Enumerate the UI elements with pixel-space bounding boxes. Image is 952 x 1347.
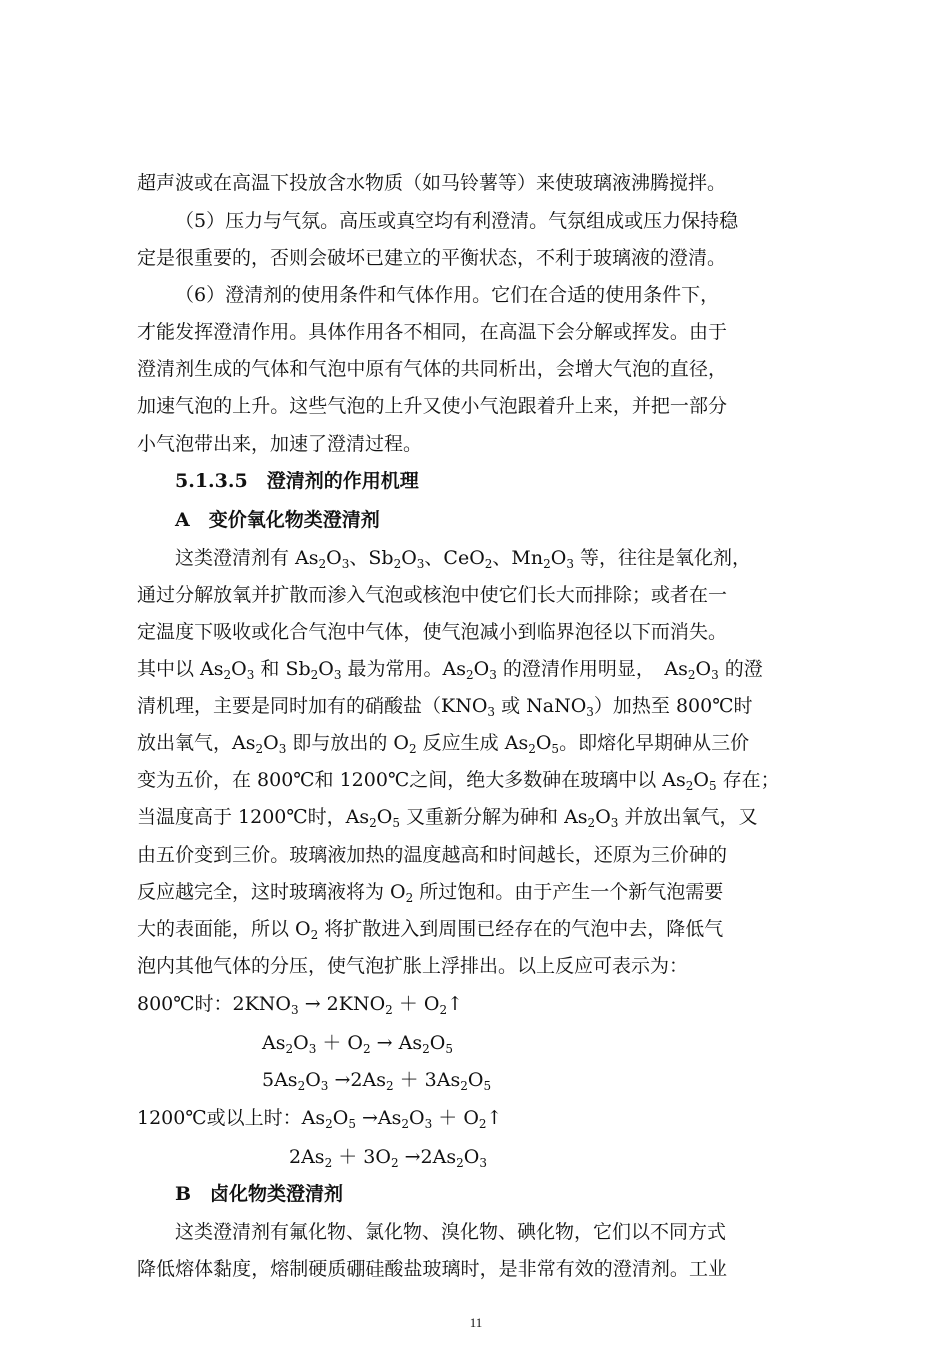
text-run: 泡内其他气体的分压，使气泡扩胀上浮排出。以上反应可表示为：	[137, 955, 689, 977]
subscript: 3	[610, 816, 619, 830]
subscript: 2	[687, 668, 696, 682]
text-run: 和 Sb	[254, 658, 311, 680]
text-run: ＋ 3As	[393, 1069, 461, 1091]
text-run: 其中以 As	[137, 658, 224, 680]
equation-line	[262, 1068, 662, 1092]
text-run: O	[332, 1107, 349, 1129]
section-heading	[175, 469, 575, 493]
subscript: 2	[460, 1079, 468, 1093]
text-run: O	[695, 658, 712, 680]
text-line	[137, 880, 727, 904]
subscript: 3	[711, 668, 719, 682]
page-number: 11	[469, 1315, 483, 1330]
text-run: 反应生成 As	[416, 732, 529, 754]
text-line	[137, 394, 727, 418]
text-run: 、Sb	[349, 547, 394, 569]
text-line	[175, 283, 727, 307]
equation-line	[137, 1106, 727, 1130]
text-run: 所过饱和。由于产生一个新气泡需要	[413, 881, 724, 903]
text-run: 、Mn	[492, 547, 544, 569]
text-run: ＋ O	[316, 1032, 363, 1054]
subscript: 2	[297, 1079, 306, 1093]
text-run: 1200℃或以上时：As	[137, 1107, 326, 1129]
subscript: 5	[708, 779, 717, 793]
text-line	[137, 1257, 727, 1281]
subscript: 3	[246, 668, 255, 682]
subscript: 3	[479, 1156, 487, 1170]
subscript: 3	[416, 557, 425, 571]
subscript: 2	[255, 742, 264, 756]
text-line	[175, 1220, 727, 1244]
text-run: O	[463, 1146, 480, 1168]
text-run: O	[318, 658, 334, 680]
subscript: 2	[685, 779, 694, 793]
text-line	[137, 731, 750, 756]
text-run: 或 NaNO	[495, 695, 587, 717]
text-line	[175, 209, 739, 233]
text-run: 降低熔体黏度，熔制硬质硼硅酸盐玻璃时，是非常有效的澄清剂。工业	[137, 1258, 727, 1280]
subscript: 5	[445, 1042, 453, 1056]
subscript: 3	[487, 705, 496, 719]
text-run: ）加热至 800℃时	[593, 695, 753, 717]
text-run: O	[467, 1069, 484, 1091]
text-run: B 卤化物类澄清剂	[175, 1183, 344, 1205]
text-run: 并放出氧气，又	[618, 806, 758, 828]
text-line	[137, 843, 727, 867]
subscript: 5	[392, 816, 400, 830]
text-run: 定温度下吸收或化合气泡中气体，使气泡减小到临界泡径以下而消失。	[137, 621, 727, 643]
text-run: 5As	[262, 1069, 298, 1091]
text-run: O	[595, 806, 611, 828]
text-run: 800℃时：2KNO	[137, 993, 292, 1015]
text-run: 这类澄清剂有氟化物、氯化物、溴化物、碘化物，它们以不同方式	[175, 1221, 727, 1243]
text-run: O	[293, 1032, 309, 1054]
text-run: ＋ O	[432, 1107, 479, 1129]
text-run: 超声波或在高温下投放含水物质（如马铃薯等）来使玻璃液沸腾搅拌。	[137, 172, 727, 194]
subscript: 2	[439, 1003, 448, 1017]
subscript: 2	[325, 1117, 333, 1131]
text-run: 通过分解放氧并扩散而渗入气泡或核泡中使它们长大而排除；或者在一	[137, 584, 727, 606]
text-run: O	[535, 732, 552, 754]
text-run: 才能发挥澄清作用。具体作用各不相同，在高温下会分解或挥发。由于	[137, 321, 727, 343]
subscript: 2	[405, 891, 414, 905]
text-run: 5.1.3.5 澄清剂的作用机理	[175, 470, 419, 492]
text-run: 又重新分解为砷和 As	[399, 806, 588, 828]
text-run: O	[693, 769, 709, 791]
text-run: →2As	[398, 1146, 457, 1168]
text-line	[137, 917, 727, 941]
text-run: 这类澄清剂有 As	[175, 547, 319, 569]
text-run: 由五价变到三价。玻璃液加热的温度越高和时间越长，还原为三价砷的	[137, 844, 727, 866]
subscript: 5	[348, 1117, 356, 1131]
text-run: 的澄	[718, 658, 763, 680]
subscript: 3	[291, 1003, 299, 1017]
text-run: 大的表面能，所以 O	[137, 918, 311, 940]
text-run: A 变价氧化物类澄清剂	[175, 509, 380, 531]
text-line	[137, 620, 727, 644]
subscript: 2	[363, 1042, 371, 1056]
text-run: 的澄清作用明显， As	[496, 658, 688, 680]
text-run: → 2KNO	[298, 993, 386, 1015]
text-run: 定是很重要的，否则会破坏已建立的平衡状态，不利于玻璃液的澄清。	[137, 247, 727, 269]
text-run: 当温度高于 1200℃时，As	[137, 806, 370, 828]
text-line	[137, 657, 763, 682]
subscript: 2	[409, 742, 417, 756]
text-run: 变为五价，在 800℃和 1200℃之间，绝大多数砷在玻璃中以 As	[137, 769, 686, 791]
subscript: 2	[223, 668, 232, 682]
text-run: O	[429, 1032, 446, 1054]
text-run: 加速气泡的上升。这些气泡的上升又使小气泡跟着升上来，并把一部分	[137, 395, 727, 417]
text-run: O	[326, 547, 342, 569]
subscript: 3	[489, 668, 497, 682]
text-run: O	[473, 658, 490, 680]
text-run: 2As	[289, 1146, 325, 1168]
subscript: 2	[310, 928, 319, 942]
text-run: O	[401, 547, 417, 569]
subscript: 3	[278, 742, 287, 756]
text-line	[137, 583, 727, 607]
subscript: 2	[401, 1117, 410, 1131]
subscript: 5	[483, 1079, 492, 1093]
text-line	[175, 546, 752, 571]
subscript: 2	[587, 816, 596, 830]
subscript: 2	[393, 557, 402, 571]
text-line	[137, 246, 727, 270]
subscript: 2	[390, 1156, 399, 1170]
text-line	[137, 432, 727, 456]
text-run: 等，往往是氧化剂，	[573, 547, 752, 569]
text-run: 将扩散进入到周围已经存在的气泡中去，降低气	[318, 918, 724, 940]
equation-line	[137, 992, 727, 1016]
subscript: 2	[385, 1079, 394, 1093]
subscript: 2	[484, 557, 493, 571]
subscript: 3	[320, 1079, 329, 1093]
subscript: 2	[385, 1003, 393, 1017]
text-run: （5）压力与气氛。高压或真空均有利澄清。气氛组成或压力保持稳	[175, 210, 739, 232]
text-run: →2As	[328, 1069, 386, 1091]
text-run: O	[409, 1107, 425, 1129]
subscript: 3	[341, 557, 350, 571]
text-line	[137, 805, 758, 830]
text-run: 放出氧气，As	[137, 732, 256, 754]
subscript: 2	[456, 1156, 464, 1170]
text-run: 小气泡带出来，加速了澄清过程。	[137, 433, 423, 455]
text-run: O	[550, 547, 567, 569]
text-run: O	[263, 732, 279, 754]
text-line	[137, 171, 727, 195]
subscript: 3	[308, 1042, 317, 1056]
subscript: 3	[586, 705, 594, 719]
text-line	[137, 768, 780, 793]
text-run: ＋ 3O	[332, 1146, 391, 1168]
text-run: ↑	[447, 993, 463, 1015]
text-run: O	[376, 806, 393, 828]
text-run: （6）澄清剂的使用条件和气体作用。它们在合适的使用条件下，	[175, 284, 720, 306]
subsection-heading	[175, 508, 575, 532]
subscript: 2	[422, 1042, 430, 1056]
subscript: 3	[424, 1117, 433, 1131]
subscript: 2	[369, 816, 377, 830]
text-run: 反应越完全，这时玻璃液将为 O	[137, 881, 406, 903]
subscript: 5	[551, 742, 560, 756]
subscript: 2	[285, 1042, 294, 1056]
text-run: 清机理，主要是同时加有的硝酸盐（KNO	[137, 695, 488, 717]
text-run: → As	[370, 1032, 423, 1054]
text-run: 即与放出的 O	[286, 732, 409, 754]
text-line	[137, 357, 727, 381]
subscript: 2	[310, 668, 319, 682]
subscript: 2	[324, 1156, 333, 1170]
text-run: O	[231, 658, 247, 680]
text-line	[137, 954, 727, 978]
text-run: 最为常用。As	[341, 658, 467, 680]
subscript: 2	[543, 557, 551, 571]
text-line	[137, 320, 727, 344]
subscript: 3	[566, 557, 574, 571]
equation-line	[289, 1145, 689, 1169]
subsection-heading	[175, 1182, 575, 1206]
text-run: As	[262, 1032, 286, 1054]
text-run: 。即熔化早期砷从三价	[559, 732, 750, 754]
subscript: 2	[466, 668, 474, 682]
subscript: 2	[478, 1117, 487, 1131]
text-run: ＋ O	[392, 993, 440, 1015]
subscript: 2	[318, 557, 327, 571]
text-run: 存在；	[716, 769, 780, 791]
text-run: 、CeO	[424, 547, 485, 569]
equation-line	[262, 1031, 662, 1055]
text-run: O	[305, 1069, 321, 1091]
text-run: ↑	[486, 1107, 503, 1129]
text-run: 澄清剂生成的气体和气泡中原有气体的共同析出，会增大气泡的直径，	[137, 358, 727, 380]
subscript: 2	[528, 742, 536, 756]
subscript: 3	[333, 668, 342, 682]
text-run: →As	[355, 1107, 402, 1129]
text-line	[137, 694, 753, 719]
